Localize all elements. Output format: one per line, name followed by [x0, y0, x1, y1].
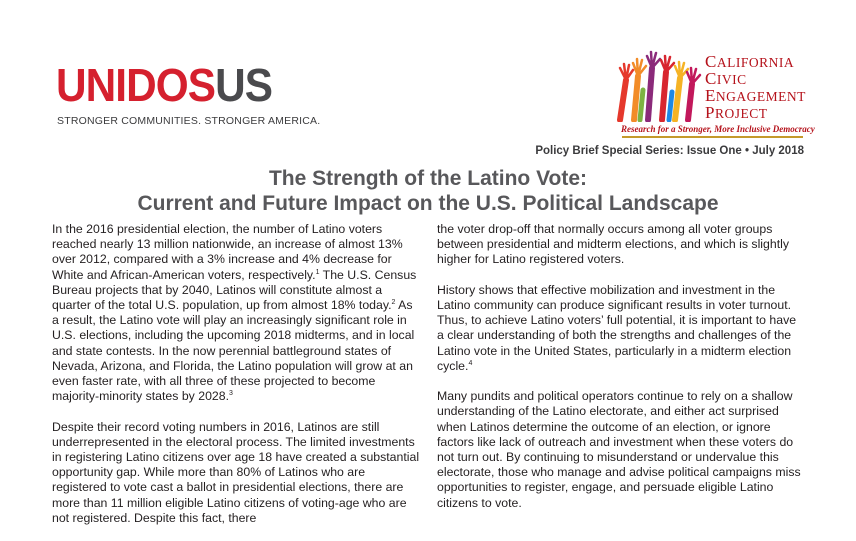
paragraph: History shows that effective mobilization and investment in the Latino community can produce significant results in voter turnout. Thus, to achieve Latino voters’ full potential, it is important to have a clear understanding of both the strengths and challenges of the Latino vote in the United States, particularly in a midterm election cycle.$^4$	[437, 282, 797, 373]
unidosus-tagline: STRONGER COMMUNITIES. STRONGER AMERICA.	[57, 115, 321, 127]
series-info: Policy Brief Special Series: Issue One • July 2018	[535, 145, 804, 157]
ccep-logo-text: CALIFORNIA CIVIC ENGAGEMENT PROJECT	[705, 52, 806, 122]
document-title	[0, 166, 856, 216]
paragraph: the voter drop-off that normally occurs among all voter groups between presidential and midterm elections, and which is slightly higher for Latino registered voters.	[437, 222, 790, 267]
title-line-1: The Strength of the Latino Vote:	[268, 167, 588, 190]
paragraph: Many pundits and political operators continue to rely on a shallow understanding of the Latino electorate, and either act surprised when Latinos determine the outcome of an election, or ignore factors like lack of outreach and investment when these voters do not turn out. By continuing to misunderstand or undervalue this electorate, those who manage and advise political campaigns miss opportunities to register, engage, and persuade eligible Latino citizens to vote.	[437, 389, 801, 510]
ccep-divider	[622, 136, 803, 138]
ccep-tagline: Research for a Stronger, More Inclusive Democracy	[621, 124, 815, 134]
title-line-2: Current and Future Impact on the U.S. Political Landscape	[137, 192, 719, 215]
raised-hands-logo-icon	[612, 50, 704, 122]
paragraph: In the 2016 presidential election, the number of Latino voters reached nearly 13 million nationwide, an increase of almost 13% over 2012, compared with a 3% increase and 4% decrease for White and African-American voters, respectively.$^1$ The U.S. Census Bureau projects that by 2040, Latinos will constitute almost a quarter of the total U.S. population, up from almost 18% today.$^2$ As a result, the Latino vote will play an increasingly significant role in U.S. elections, including the upcoming 2018 midterms, and in local and state contests. In the now perennial battleground states of Nevada, Arizona, and Florida, the Latino population will grow at an even faster rate, with all three of these projected to become majority-minority states by 2028.$^3$	[52, 222, 417, 404]
left-column	[52, 222, 422, 541]
paragraph: Despite their record voting numbers in 2016, Latinos are still underrepresented in the electoral process. The limited investments in registering Latino citizens over age 18 have created a substantial opportunity gap. While more than 80% of Latinos who are registered to vote cast a ballot in presidential elections, there are more than 11 million eligible Latino citizens of voting-age who are not registered. Despite this fact, there	[52, 419, 420, 525]
right-column	[437, 222, 803, 526]
unidosus-logo: UNIDOSUS	[56, 59, 273, 111]
